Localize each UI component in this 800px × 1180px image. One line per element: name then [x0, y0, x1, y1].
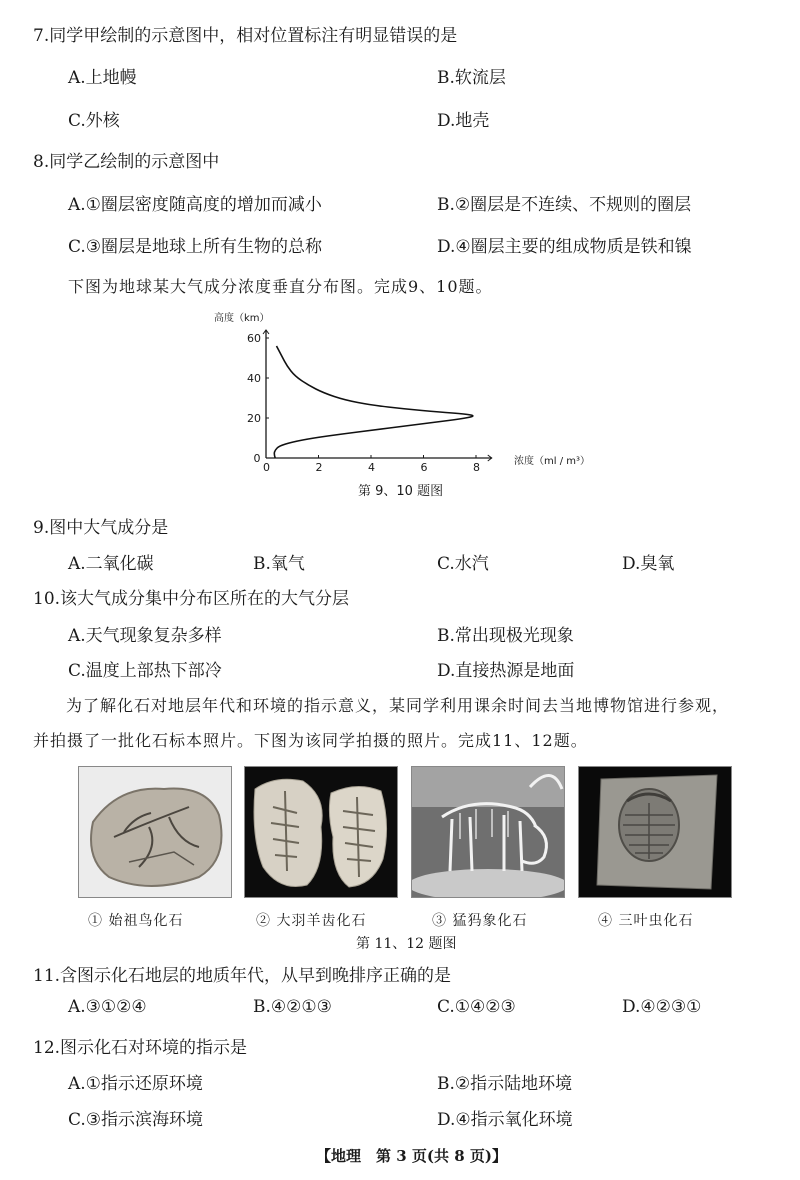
question-9-option-d[interactable]: D.臭氧: [622, 554, 675, 574]
question-7-option-b[interactable]: B.软流层: [437, 68, 506, 88]
question-9-option-b[interactable]: B.氧气: [253, 554, 305, 574]
question-10-option-d[interactable]: D.直接热源是地面: [437, 661, 575, 681]
photo-label-3: ③ 猛犸象化石: [432, 913, 528, 929]
intro-11-12-line1: 为了解化石对地层年代和环境的指示意义，某同学利用课余时间去当地博物馆进行参观，: [66, 696, 730, 715]
question-8-option-b[interactable]: B.②圈层是不连续、不规则的圈层: [437, 195, 692, 215]
question-9-option-a[interactable]: A.二氧化碳: [68, 554, 154, 574]
question-10-option-a[interactable]: A.天气现象复杂多样: [68, 626, 222, 646]
question-8-option-a[interactable]: A.①圈层密度随高度的增加而减小: [68, 195, 322, 215]
question-11-option-a[interactable]: A.③①②④: [68, 997, 147, 1017]
photos-caption: 第 11、12 题图: [356, 936, 457, 952]
intro-9-10: 下图为地球某大气成分浓度垂直分布图。完成9、10题。: [68, 277, 493, 296]
ozone-concentration-chart: [210, 305, 610, 505]
question-7-option-c[interactable]: C.外核: [68, 111, 120, 131]
chart-xlabel: 浓度（ml / m³）: [514, 456, 590, 467]
question-11-option-b[interactable]: B.④②①③: [253, 997, 332, 1017]
chart-y-tick-label: 60: [247, 332, 261, 345]
photo-mammoth-fossil: [411, 766, 565, 898]
question-11-option-d[interactable]: D.④②③①: [622, 997, 702, 1017]
question-10-option-c[interactable]: C.温度上部热下部冷: [68, 661, 222, 681]
question-8-option-d[interactable]: D.④圈层主要的组成物质是铁和镍: [437, 237, 692, 257]
chart-ylabel: 高度（km）: [214, 313, 270, 324]
question-9-option-c[interactable]: C.水汽: [437, 554, 489, 574]
photo-label-2: ② 大羽羊齿化石: [256, 913, 367, 929]
intro-11-12-line2: 并拍摄了一批化石标本照片。下图为该同学拍摄的照片。完成11、12题。: [33, 731, 588, 750]
question-11-stem: 11.含图示化石地层的地质年代，从早到晚排序正确的是: [33, 966, 452, 986]
question-12-option-d[interactable]: D.④指示氧化环境: [437, 1110, 573, 1130]
question-12-stem: 12.图示化石对环境的指示是: [33, 1038, 248, 1058]
chart-x-tick-label: 6: [420, 461, 428, 474]
photo-trilobite-fossil: [578, 766, 732, 898]
photo-archaeopteryx-fossil: [78, 766, 232, 898]
question-12-option-c[interactable]: C.③指示滨海环境: [68, 1110, 204, 1130]
chart-x-tick-label: 4: [368, 461, 375, 474]
question-10-option-b[interactable]: B.常出现极光现象: [437, 626, 574, 646]
photo-gigantopteris-fossil: [244, 766, 398, 898]
question-7-option-a[interactable]: A.上地幔: [68, 68, 137, 88]
question-9-stem: 9.图中大气成分是: [33, 518, 169, 538]
question-12-option-b[interactable]: B.②指示陆地环境: [437, 1074, 573, 1094]
question-7-stem: 7.同学甲绘制的示意图中，相对位置标注有明显错误的是: [33, 26, 458, 46]
page-footer: 【地理 第 3 页(共 8 页)】: [316, 1147, 507, 1165]
question-8-stem: 8.同学乙绘制的示意图中: [33, 152, 220, 172]
chart-y-tick-label: 20: [247, 412, 261, 425]
chart-y-tick-label: 40: [247, 372, 261, 385]
chart-x-tick-label: 2: [315, 461, 323, 474]
question-11-option-c[interactable]: C.①④②③: [437, 997, 516, 1017]
chart-x-tick-label: 8: [473, 461, 480, 474]
photo-label-4: ④ 三叶虫化石: [598, 913, 694, 929]
chart-series-line: [274, 346, 473, 458]
question-7-option-d[interactable]: D.地壳: [437, 111, 490, 131]
photo-label-1: ① 始祖鸟化石: [88, 913, 184, 929]
question-10-stem: 10.该大气成分集中分布区所在的大气分层: [33, 589, 350, 609]
chart-x-tick-label: 0: [263, 461, 270, 474]
chart-caption: 第 9、10 题图: [358, 484, 444, 499]
chart-y-tick-label: 0: [253, 452, 261, 465]
question-8-option-c[interactable]: C.③圈层是地球上所有生物的总称: [68, 237, 323, 257]
question-12-option-a[interactable]: A.①指示还原环境: [68, 1074, 203, 1094]
